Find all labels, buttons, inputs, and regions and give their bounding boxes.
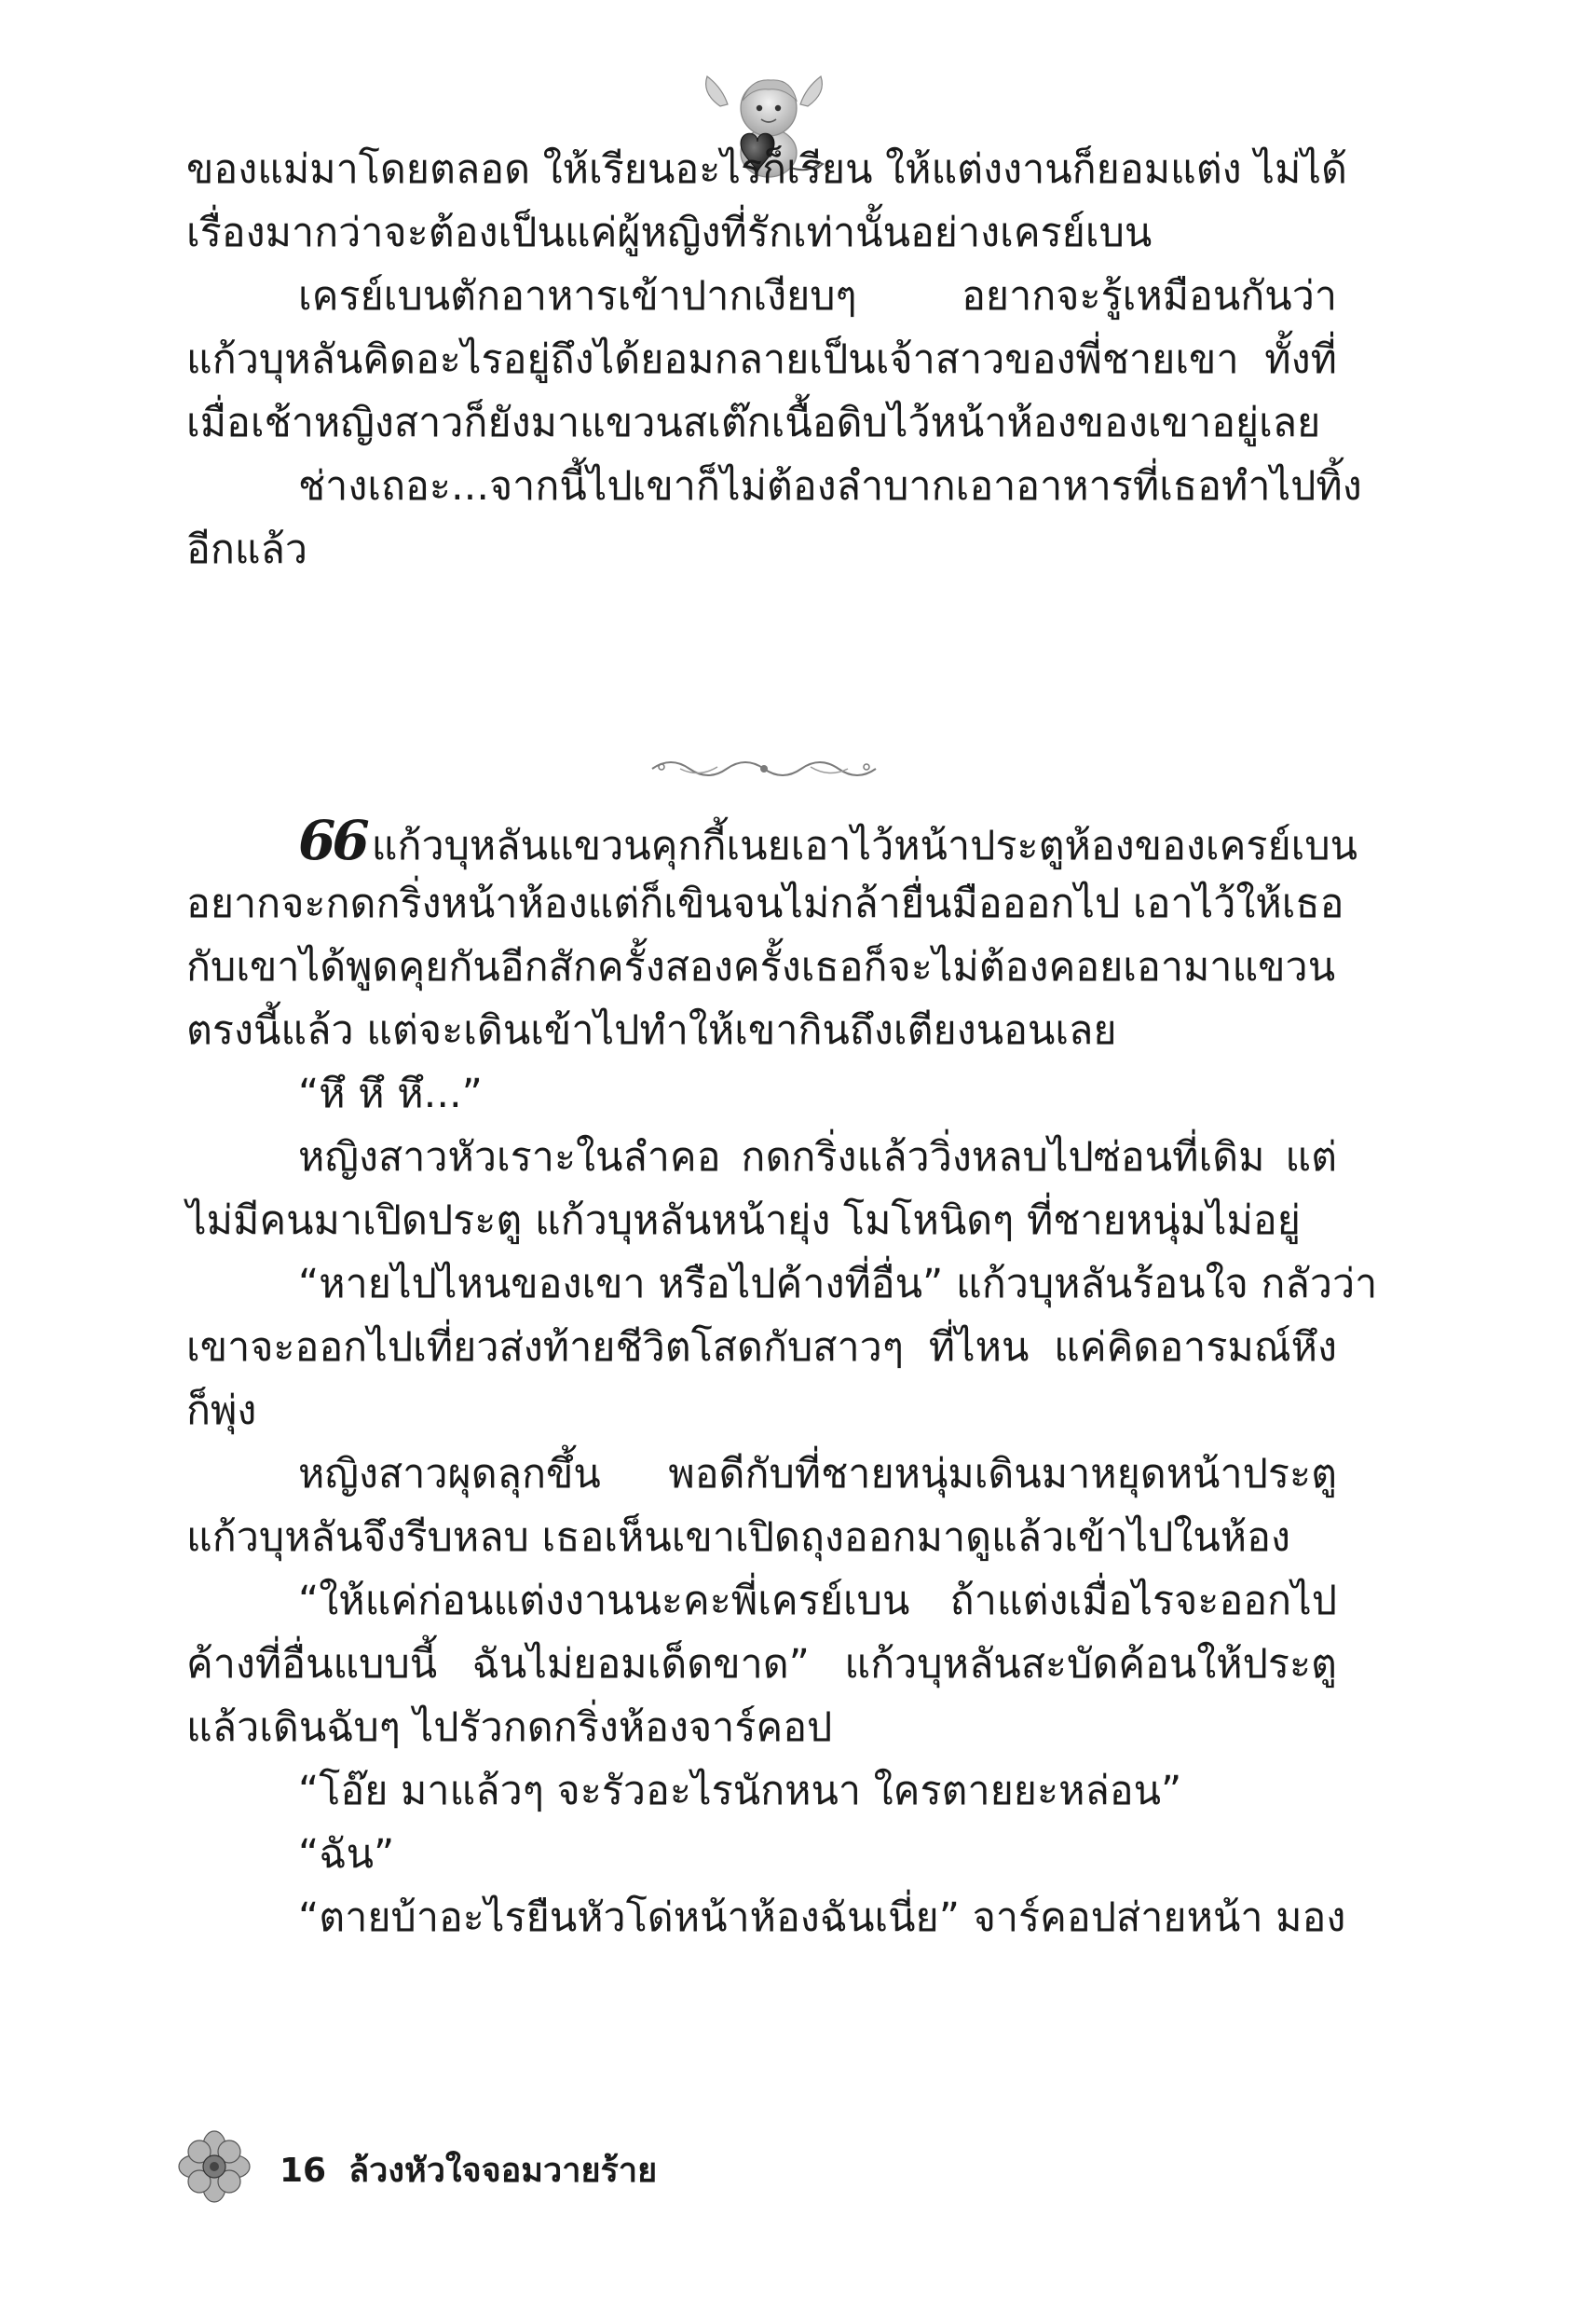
paragraph-line: ค้างที่อื่นแบบนี้ ฉันไม่ยอมเด็ดขาด” แก้วบุหลันสะบัดค้อนให้ประตู [186,1641,1337,1688]
paragraph-line: เรื่องมากว่าจะต้องเป็นแค่ผู้หญิงที่รักเท่านั้นอย่างเครย์เบน [186,210,1153,256]
paragraph-line: ช่างเถอะ...จากนี้ไปเขาก็ไม่ต้องลำบากเอาอาหารที่เธอทำไปทิ้ง [298,463,1362,510]
paragraph-line: “หายไปไหนของเขา หรือไปค้างที่อื่น” แก้วบุหลันร้อนใจ กลัวว่า [298,1261,1378,1307]
dropcap-letter: แ [371,823,398,869]
flower-icon [177,2129,252,2204]
dropcap-quote: 66 [298,809,366,872]
paragraph-line: “โอ๊ย มาแล้วๆ จะรัวอะไรนักหนา ใครตายยะหล่อน” [298,1768,1182,1814]
scroll-ornament-icon [643,750,885,787]
paragraph-line: แก้วบุหลันจึงรีบหลบ เธอเห็นเขาเปิดถุงออกมาดูแล้วเข้าไปในห้อง [186,1514,1290,1561]
paragraph-line: “หึ หึ หึ...” [298,1071,483,1117]
paragraph-line: อีกแล้ว [186,526,308,573]
page-number: 16 [280,2152,327,2190]
paragraph-line: กับเขาได้พูดคุยกันอีกสักครั้งสองครั้งเธอก็จะไม่ต้องคอยเอามาแขวน [186,944,1336,991]
paragraph-line: ของแม่มาโดยตลอด ให้เรียนอะไรก็เรียน ให้แต่งงานก็ยอมแต่ง ไม่ได้ [186,146,1347,193]
paragraph-line: เขาจะออกไปเที่ยวส่งท้ายชีวิตโสดกับสาวๆ ที่ไหน แค่คิดอารมณ์หึง [186,1324,1337,1371]
paragraph-line: เมื่อเช้าหญิงสาวก็ยังมาแขวนสเต๊กเนื้อดิบไว้หน้าห้องของเขาอยู่เลย [186,400,1321,446]
paragraph-line: “ตายบ้าอะไรยืนหัวโด่หน้าห้องฉันเนี่ย” จาร์คอปส่ายหน้า มอง [298,1894,1346,1941]
paragraph-line: ก็พุ่ง [186,1388,257,1434]
paragraph-line: “ให้แค่ก่อนแต่งงานนะคะพี่เครย์เบน ถ้าแต่งเมื่อไรจะออกไป [298,1578,1337,1624]
paragraph-line: หญิงสาวหัวเราะในลำคอ กดกริ่งแล้ววิ่งหลบไปซ่อนที่เดิม แต่ [298,1134,1337,1181]
paragraph-line: 66 แก้วบุหลันแขวนคุกกี้เนยเอาไว้หน้าประตูห้องของเครย์เบน [298,809,1358,872]
paragraph-line: แก้วบุหลันคิดอะไรอยู่ถึงได้ยอมกลายเป็นเจ้าสาวของพี่ชายเขา ทั้งที่ [186,336,1337,383]
paragraph-line: แล้วเดินฉับๆ ไปรัวกดกริ่งห้องจาร์คอป [186,1704,833,1751]
paragraph-line: “ฉัน” [298,1831,395,1878]
paragraph-line: ไม่มีคนมาเปิดประตู แก้วบุหลันหน้ายุ่ง โมโหนิดๆ ที่ชายหนุ่มไม่อยู่ [186,1197,1301,1244]
paragraph-line: ตรงนี้แล้ว แต่จะเดินเข้าไปทำให้เขากินถึงเตียงนอนเลย [186,1007,1117,1054]
paragraph-line: อยากจะกดกริ่งหน้าห้องแต่ก็เขินจนไม่กล้ายื่นมือออกไป เอาไว้ให้เธอ [186,881,1344,927]
paragraph-line: หญิงสาวผุดลุกขึ้น พอดีกับที่ชายหนุ่มเดินมาหยุดหน้าประตู [298,1451,1337,1497]
paragraph-line: เครย์เบนตักอาหารเข้าปากเงียบๆ อยากจะรู้เหมือนกันว่า [298,273,1337,320]
page-footer [280,2143,679,2196]
book-title: ล้วงหัวใจจอมวายร้าย [348,2152,658,2190]
